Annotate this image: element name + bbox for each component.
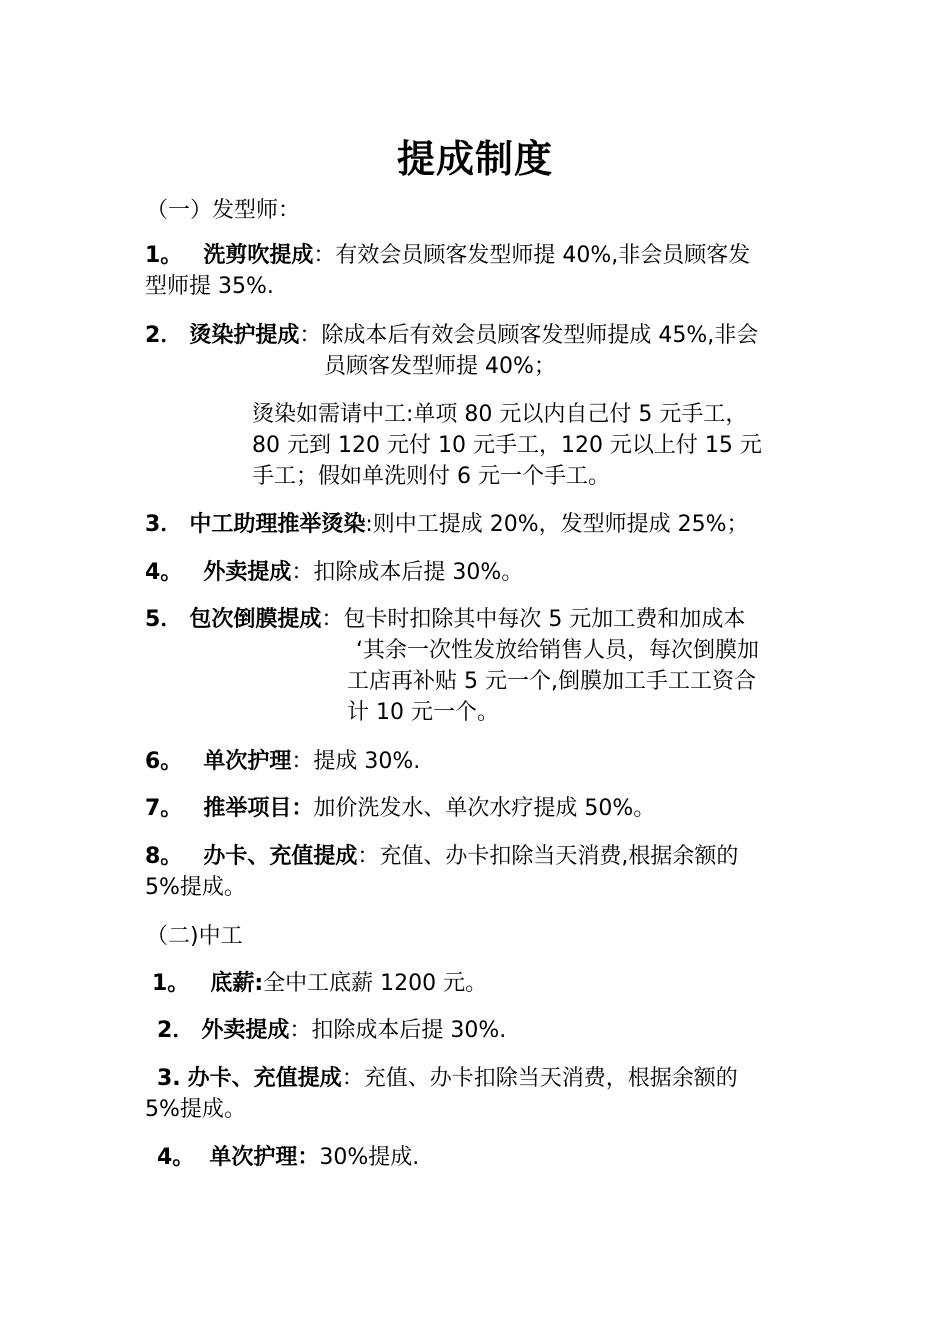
item-text: :则中工提成 20%，发型师提成 25%； [365, 512, 749, 537]
item-number: 4。 [145, 560, 183, 585]
item-text-continued: 5%提成。 [145, 875, 246, 900]
item-number: 2． [157, 1018, 195, 1043]
item-number: 5． [145, 607, 183, 632]
item-text: ：充值、办卡扣除当天消费，根据余额的 [341, 1066, 738, 1091]
item-label: 推举项目： [203, 796, 314, 821]
item-number: 8。 [145, 844, 183, 869]
item-number: 4。 [157, 1145, 195, 1170]
item-number: 3． [145, 512, 183, 537]
item-text: ：提成 30%. [291, 749, 421, 774]
item-label: 单次护理： [209, 1145, 320, 1170]
item-text: 加价洗发水、单次水疗提成 50%。 [313, 796, 656, 821]
list-item [157, 1142, 419, 1173]
item-label: 单次护理 [203, 749, 292, 774]
list-item [145, 240, 750, 271]
item-label: 底薪: [210, 971, 264, 996]
item-text-continued: 计 10 元一个。 [347, 700, 499, 725]
item-number: 7。 [145, 796, 183, 821]
list-item [145, 604, 745, 635]
list-item [145, 509, 749, 540]
item-label: 包次倒膜提成 [189, 607, 322, 632]
document-title: 提成制度 [396, 137, 553, 181]
list-item [145, 320, 758, 351]
section-heading: （二)中工 [146, 924, 243, 949]
item-number: 1。 [152, 971, 190, 996]
item-text: ：扣除成本后提 30%。 [291, 560, 524, 585]
item-text-continued: 工店再补贴 5 元一个,倒膜加工手工工资合 [347, 669, 756, 694]
item-label: 外卖提成 [203, 560, 292, 585]
item-text-continued: ‘其余一次性发放给销售人员，每次倒膜加 [356, 638, 759, 663]
list-item [157, 1015, 506, 1046]
item-text: ：除成本后有效会员顾客发型师提成 45%,非会 [299, 323, 759, 348]
item-text: ：充值、办卡扣除当天消费,根据余额的 [357, 844, 739, 869]
list-item [157, 1063, 738, 1094]
item-label: 办卡、充值提成 [187, 1066, 342, 1091]
item-text-continued: 员顾客发型师提 40%； [324, 354, 556, 379]
item-number: 6。 [145, 749, 183, 774]
item-text-continued: 5%提成。 [145, 1097, 246, 1122]
list-item [145, 557, 523, 588]
item-number: 1。 [145, 243, 183, 268]
list-item [145, 746, 420, 777]
item-text: ：有效会员顾客发型师提 40%,非会员顾客发 [313, 243, 751, 268]
item-label: 外卖提成 [201, 1018, 290, 1043]
item-text: 30%提成. [319, 1145, 420, 1170]
item-number: 2． [145, 323, 183, 348]
item-text-continued: 型师提 35%. [145, 274, 274, 299]
list-item [145, 841, 738, 872]
section-heading: （一）发型师： [146, 198, 301, 223]
item-label: 洗剪吹提成 [203, 243, 314, 268]
item-text: 全中工底薪 1200 元。 [263, 971, 488, 996]
list-item [145, 793, 655, 824]
note-text: 手工；假如单洗则付 6 元一个手工。 [252, 464, 610, 489]
item-number: 3. [157, 1066, 181, 1091]
item-label: 办卡、充值提成 [203, 844, 358, 869]
list-item [152, 968, 487, 999]
item-text: ：扣除成本后提 30%. [289, 1018, 507, 1043]
item-text: ：包卡时扣除其中每次 5 元加工费和加成本 [321, 607, 746, 632]
item-label: 烫染护提成 [189, 323, 300, 348]
item-label: 中工助理推举烫染 [189, 512, 366, 537]
note-text: 80 元到 120 元付 10 元手工，120 元以上付 15 元 [252, 433, 762, 458]
note-text: 烫染如需请中工:单项 80 元以内自己付 5 元手工， [252, 402, 748, 427]
